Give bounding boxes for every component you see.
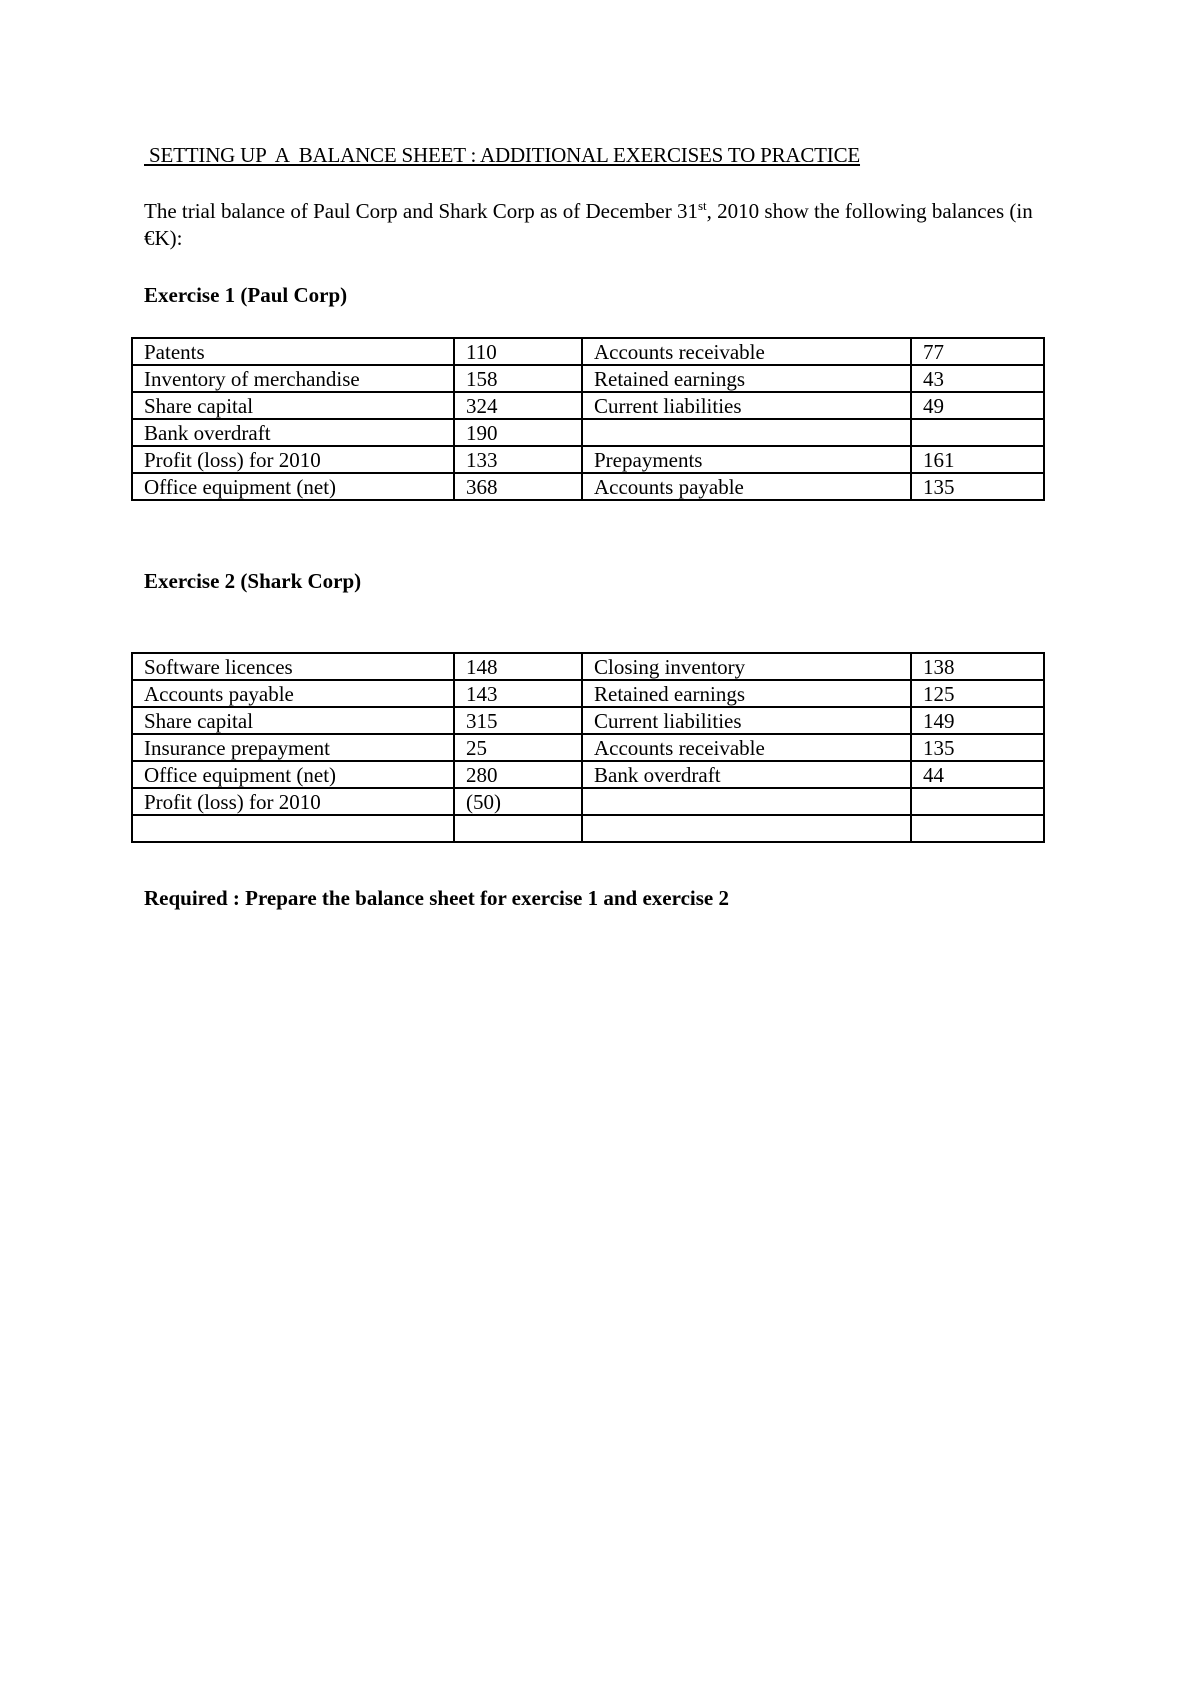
- table-row: [132, 419, 1044, 446]
- account-name-cell: Current liabilities: [582, 707, 911, 734]
- table-row: [132, 338, 1044, 365]
- account-name-cell: Retained earnings: [582, 680, 911, 707]
- account-amount-cell: 324: [454, 392, 582, 419]
- account-amount-cell: 190: [454, 419, 582, 446]
- account-amount-cell: [911, 788, 1044, 815]
- table-row: [132, 707, 1044, 734]
- account-name-cell: Current liabilities: [582, 392, 911, 419]
- account-amount-cell: 148: [454, 653, 582, 680]
- table-row: [132, 761, 1044, 788]
- intro-text-part1: The trial balance of Paul Corp and Shark Corp as of December 31: [144, 199, 698, 223]
- account-amount-cell: [911, 419, 1044, 446]
- account-amount-cell: [454, 815, 582, 842]
- account-name-cell: Patents: [132, 338, 454, 365]
- exercise2-heading: Exercise 2 (Shark Corp): [144, 569, 362, 593]
- account-amount-cell: 44: [911, 761, 1044, 788]
- intro-superscript: st: [698, 198, 707, 213]
- exercise2-table: [131, 652, 1045, 843]
- account-amount-cell: 280: [454, 761, 582, 788]
- account-amount-cell: 125: [911, 680, 1044, 707]
- table-row: [132, 365, 1044, 392]
- account-amount-cell: 149: [911, 707, 1044, 734]
- intro-text-part2: , 2010 show the following balances (in €K):: [144, 199, 1033, 250]
- table-row: [132, 788, 1044, 815]
- account-name-cell: Profit (loss) for 2010: [132, 788, 454, 815]
- document-title: SETTING UP A BALANCE SHEET : ADDITIONAL EXERCISES TO PRACTICE: [144, 143, 861, 167]
- account-name-cell: Accounts payable: [132, 680, 454, 707]
- table-row: [132, 653, 1044, 680]
- intro-paragraph: [144, 198, 1074, 252]
- account-name-cell: Accounts receivable: [582, 338, 911, 365]
- table-row: [132, 680, 1044, 707]
- account-name-cell: [132, 815, 454, 842]
- account-name-cell: Bank overdraft: [132, 419, 454, 446]
- account-name-cell: Share capital: [132, 392, 454, 419]
- account-name-cell: Share capital: [132, 707, 454, 734]
- account-amount-cell: 25: [454, 734, 582, 761]
- table-row: [132, 473, 1044, 500]
- account-amount-cell: [911, 815, 1044, 842]
- account-amount-cell: (50): [454, 788, 582, 815]
- account-amount-cell: 135: [911, 473, 1044, 500]
- exercise1-table: [131, 337, 1045, 501]
- account-name-cell: [582, 419, 911, 446]
- account-amount-cell: 133: [454, 446, 582, 473]
- account-amount-cell: 158: [454, 365, 582, 392]
- account-amount-cell: 43: [911, 365, 1044, 392]
- account-name-cell: Accounts receivable: [582, 734, 911, 761]
- account-amount-cell: 143: [454, 680, 582, 707]
- exercise1-heading: Exercise 1 (Paul Corp): [144, 283, 348, 307]
- account-name-cell: Insurance prepayment: [132, 734, 454, 761]
- account-amount-cell: 368: [454, 473, 582, 500]
- table-row: [132, 734, 1044, 761]
- account-amount-cell: 77: [911, 338, 1044, 365]
- account-amount-cell: 138: [911, 653, 1044, 680]
- account-amount-cell: 110: [454, 338, 582, 365]
- account-amount-cell: 135: [911, 734, 1044, 761]
- account-name-cell: Prepayments: [582, 446, 911, 473]
- account-amount-cell: 315: [454, 707, 582, 734]
- table-row: [132, 815, 1044, 842]
- table-row: [132, 392, 1044, 419]
- account-name-cell: Inventory of merchandise: [132, 365, 454, 392]
- account-name-cell: [582, 788, 911, 815]
- table-row: [132, 446, 1044, 473]
- account-name-cell: Accounts payable: [582, 473, 911, 500]
- account-name-cell: Closing inventory: [582, 653, 911, 680]
- account-name-cell: Profit (loss) for 2010: [132, 446, 454, 473]
- account-amount-cell: 49: [911, 392, 1044, 419]
- account-name-cell: Software licences: [132, 653, 454, 680]
- account-name-cell: Office equipment (net): [132, 761, 454, 788]
- account-name-cell: Office equipment (net): [132, 473, 454, 500]
- account-name-cell: Retained earnings: [582, 365, 911, 392]
- account-name-cell: Bank overdraft: [582, 761, 911, 788]
- account-amount-cell: 161: [911, 446, 1044, 473]
- required-instruction: Required : Prepare the balance sheet for exercise 1 and exercise 2: [144, 886, 729, 910]
- account-name-cell: [582, 815, 911, 842]
